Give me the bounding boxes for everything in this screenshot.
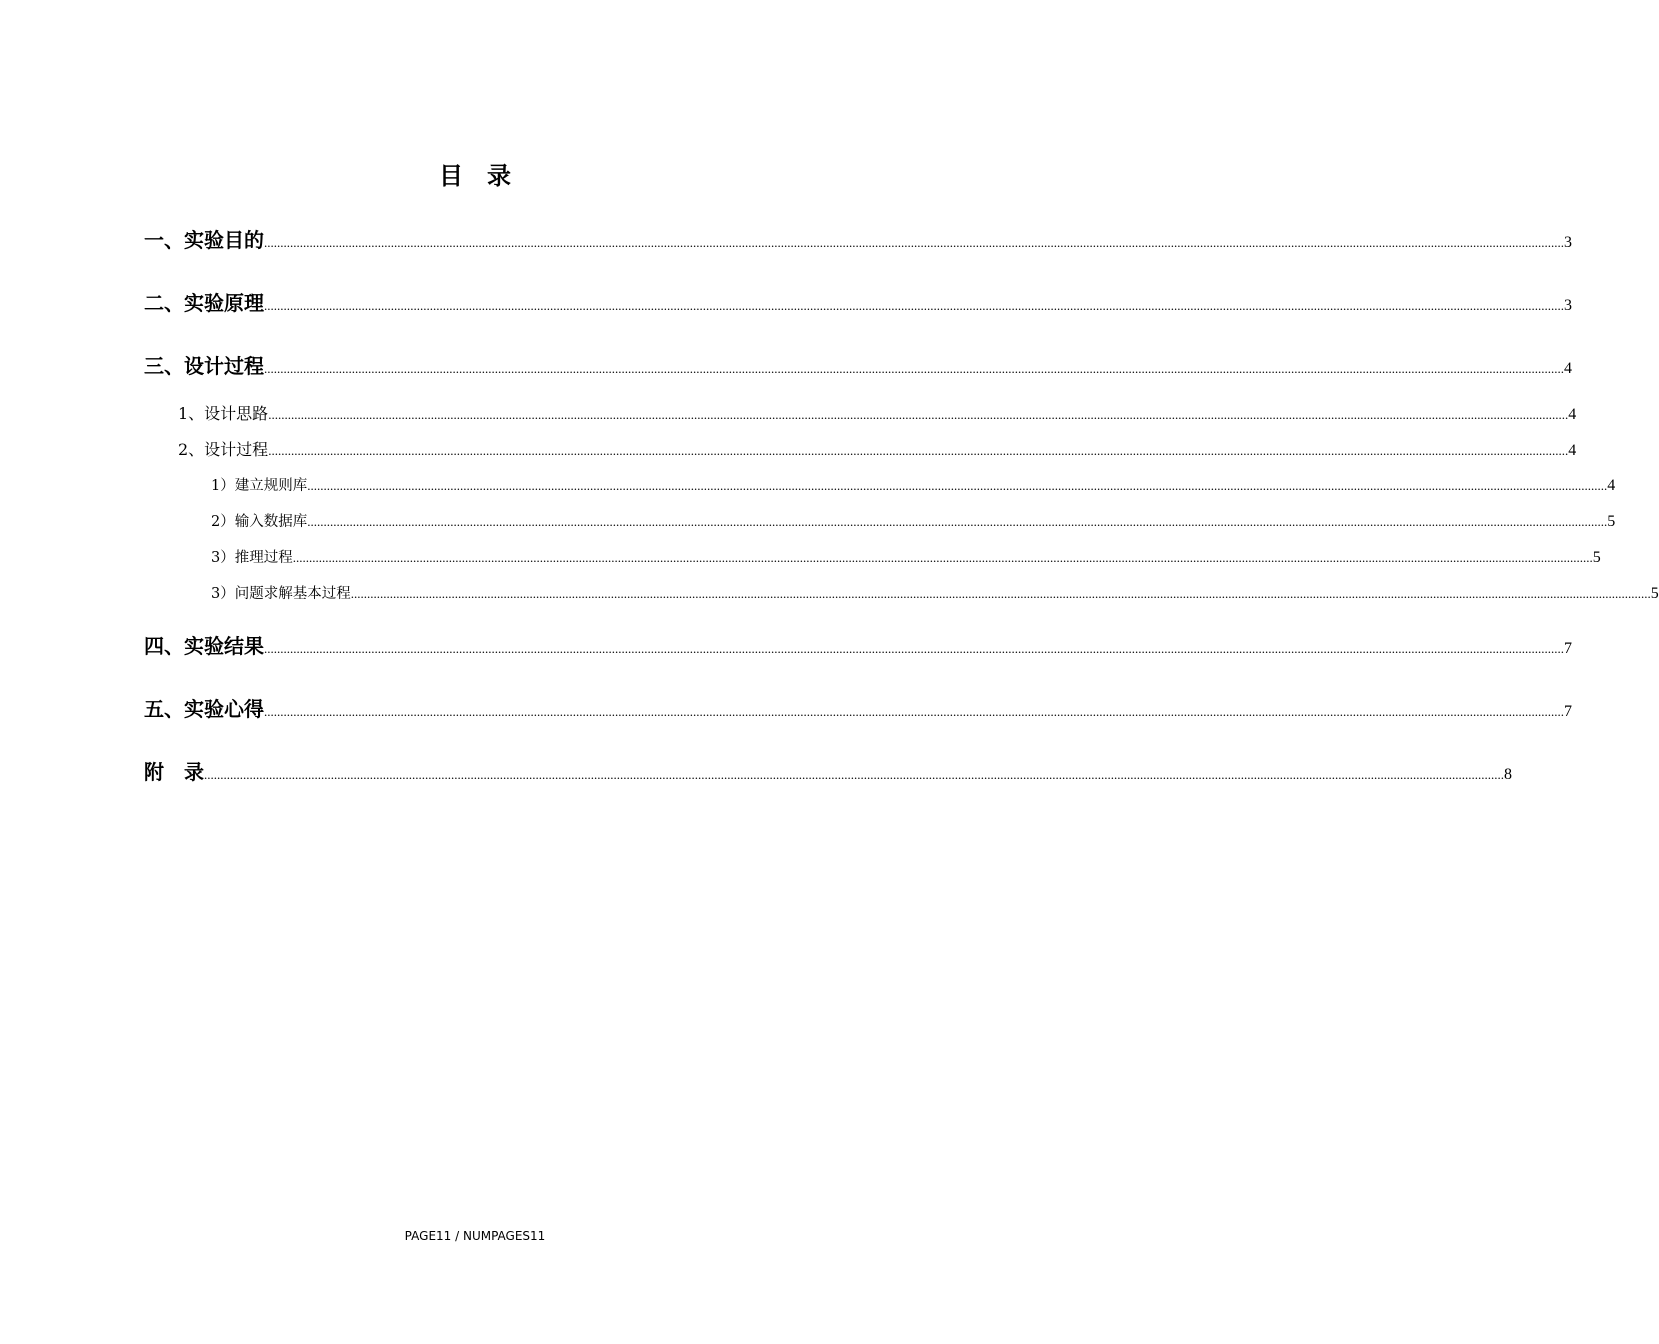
toc-entry-page: 4 bbox=[1568, 406, 1577, 423]
toc-entry-label: 四、实验结果 bbox=[144, 634, 264, 658]
toc-entry-page: 8 bbox=[1504, 766, 1512, 783]
toc-entry-experiment-reflection[interactable] bbox=[144, 693, 1572, 721]
toc-entry-label: 3）推理过程 bbox=[211, 550, 293, 566]
toc-entry-page: 3 bbox=[1564, 234, 1572, 251]
toc-entry-label: 2）输入数据库 bbox=[211, 514, 308, 530]
toc-entry-page: 5 bbox=[1592, 549, 1601, 566]
toc-entry-problem-solving[interactable] bbox=[211, 582, 1659, 608]
toc-entry-page: 7 bbox=[1564, 640, 1572, 657]
toc-entry-experiment-principle[interactable] bbox=[144, 287, 1572, 315]
toc-entry-build-rule-base[interactable] bbox=[211, 474, 1616, 500]
dot-leader: ................................................................................................................................................................................................................................................................................................................................................................................................................ bbox=[307, 478, 1608, 493]
page-footer: PAGE11 / NUMPAGES11 bbox=[404, 1229, 546, 1243]
toc-entry-label: 3）问题求解基本过程 bbox=[211, 586, 351, 602]
toc-entry-inference-process[interactable] bbox=[211, 546, 1601, 572]
toc-entry-label: 二、实验原理 bbox=[144, 291, 264, 315]
dot-leader: ................................................................................................................................................................................................................................................................................................................................................................................................................ bbox=[307, 514, 1608, 529]
dot-leader: ................................................................................................................................................................................................................................................................................................................................................................................................................ bbox=[350, 586, 1651, 601]
toc-title: 目 录 bbox=[439, 162, 511, 190]
toc-entry-appendix[interactable] bbox=[144, 756, 1512, 784]
dot-leader: ................................................................................................................................................................................................................................................................................................................................................................................................................ bbox=[268, 443, 1569, 458]
toc-entry-experiment-purpose[interactable] bbox=[144, 224, 1572, 252]
toc-entry-input-database[interactable] bbox=[211, 510, 1616, 536]
toc-entry-label: 三、设计过程 bbox=[144, 354, 264, 378]
dot-leader: ................................................................................................................................................................................................................................................................................................................................................................................................................ bbox=[264, 704, 1564, 719]
toc-entry-page: 5 bbox=[1607, 513, 1616, 530]
toc-entry-page: 4 bbox=[1568, 442, 1577, 459]
toc-entry-design-process[interactable] bbox=[144, 350, 1572, 378]
dot-leader: ................................................................................................................................................................................................................................................................................................................................................................................................................ bbox=[264, 361, 1564, 376]
toc-entry-label: 1）建立规则库 bbox=[211, 478, 308, 494]
dot-leader: ................................................................................................................................................................................................................................................................................................................................................................................................................ bbox=[268, 407, 1569, 422]
toc-entry-design-idea[interactable] bbox=[178, 401, 1577, 427]
toc-entry-page: 4 bbox=[1607, 477, 1616, 494]
toc-entry-label: 2、设计过程 bbox=[178, 440, 269, 459]
dot-leader: ................................................................................................................................................................................................................................................................................................................................................................................................................ bbox=[204, 767, 1504, 782]
toc-entry-page: 7 bbox=[1564, 703, 1572, 720]
toc-entry-page: 4 bbox=[1564, 360, 1572, 377]
toc-entry-label: 一、实验目的 bbox=[144, 228, 264, 252]
toc-entry-page: 3 bbox=[1564, 297, 1572, 314]
toc-entry-label: 1、设计思路 bbox=[178, 404, 269, 423]
dot-leader: ................................................................................................................................................................................................................................................................................................................................................................................................................ bbox=[264, 641, 1564, 656]
toc-entry-page: 5 bbox=[1650, 585, 1659, 602]
toc-entry-design-process-sub[interactable] bbox=[178, 437, 1577, 463]
dot-leader: ................................................................................................................................................................................................................................................................................................................................................................................................................ bbox=[292, 550, 1593, 565]
toc-entry-label: 五、实验心得 bbox=[144, 697, 264, 721]
dot-leader: ................................................................................................................................................................................................................................................................................................................................................................................................................ bbox=[264, 235, 1564, 250]
dot-leader: ................................................................................................................................................................................................................................................................................................................................................................................................................ bbox=[264, 298, 1564, 313]
toc-entry-label: 附 录 bbox=[144, 760, 204, 784]
toc-entry-experiment-results[interactable] bbox=[144, 630, 1572, 658]
